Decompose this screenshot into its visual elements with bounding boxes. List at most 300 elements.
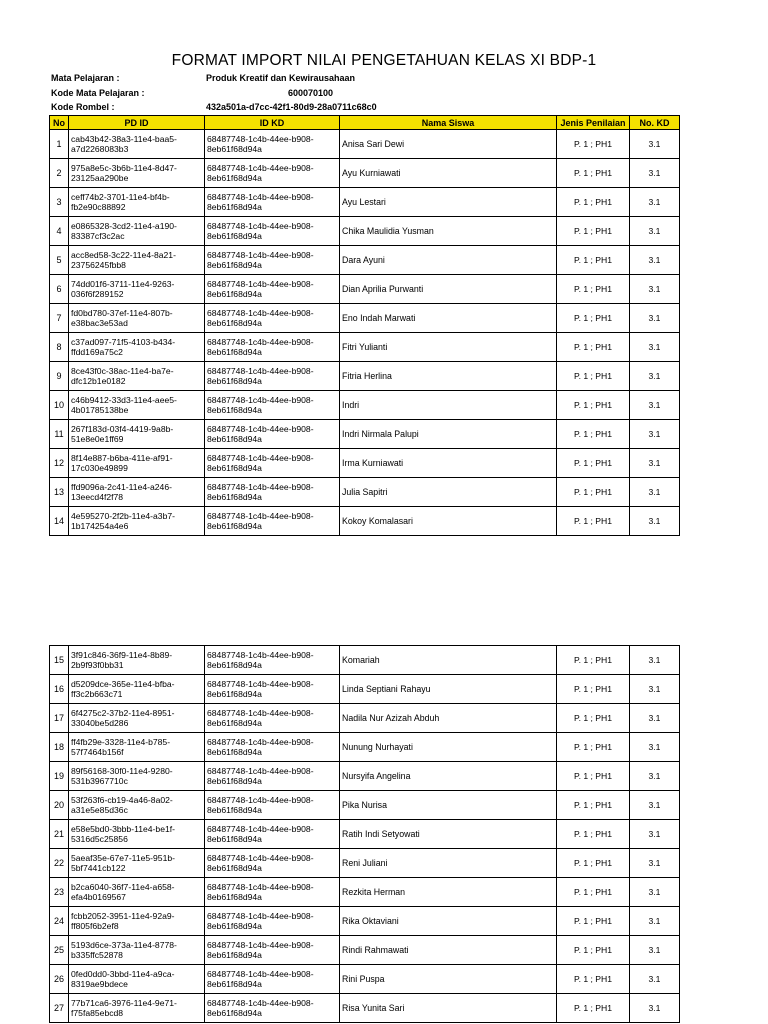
- cell-no: [50, 820, 69, 849]
- cell-id-kd: [205, 188, 340, 217]
- cell-nama-siswa: [340, 791, 557, 820]
- cell-no-kd: [630, 304, 680, 333]
- kode-rombel-label: Kode Rombel :: [51, 102, 115, 112]
- cell-jenis-penilaian: [557, 791, 630, 820]
- cell-pd-id-text: 89f56168-30f0-11e4-9280-: [71, 766, 173, 776]
- table-body-page-2: [50, 646, 680, 1023]
- cell-jenis-penilaian: [557, 965, 630, 994]
- cell-pd-id: [69, 391, 205, 420]
- cell-pd-id: [69, 217, 205, 246]
- cell-jenis-penilaian-text: P. 1 ; PH1: [573, 342, 613, 352]
- cell-nama-siswa-text: Ayu Lestari: [342, 197, 386, 207]
- cell-pd-id: [69, 159, 205, 188]
- cell-pd-id-text: 23756245fbb8: [71, 260, 126, 270]
- cell-id-kd-text: 8eb61f68d94a: [207, 834, 262, 844]
- cell-no-text: 14: [53, 516, 64, 526]
- cell-jenis-penilaian-text: P. 1 ; PH1: [573, 139, 613, 149]
- cell-pd-id-text: 2b9f93f0bb31: [71, 660, 124, 670]
- cell-pd-id: [69, 478, 205, 507]
- table-row: [50, 188, 680, 217]
- table-row: [50, 704, 680, 733]
- cell-no-kd: [630, 246, 680, 275]
- cell-no-kd-text: 3.1: [648, 516, 661, 526]
- cell-no-kd-text: 3.1: [648, 255, 661, 265]
- table-body-page-1: [50, 130, 680, 536]
- cell-jenis-penilaian: [557, 878, 630, 907]
- cell-nama-siswa-text: Rika Oktaviani: [342, 916, 399, 926]
- kode-mapel-label: Kode Mata Pelajaran :: [51, 88, 145, 98]
- cell-no-kd: [630, 333, 680, 362]
- cell-no: [50, 130, 69, 159]
- cell-nama-siswa-text: Rini Puspa: [342, 974, 385, 984]
- cell-nama-siswa: [340, 130, 557, 159]
- cell-no-text: 11: [54, 429, 64, 439]
- grade-table-page-2: [49, 645, 680, 1023]
- cell-no-text: 4: [56, 226, 62, 236]
- cell-jenis-penilaian: [557, 159, 630, 188]
- cell-id-kd-text: 8eb61f68d94a: [207, 434, 262, 444]
- cell-pd-id-text: 8ce43f0c-38ac-11e4-ba7e-: [71, 366, 174, 376]
- cell-no: [50, 333, 69, 362]
- cell-no-text: 10: [53, 400, 64, 410]
- cell-no: [50, 646, 69, 675]
- cell-pd-id: [69, 675, 205, 704]
- cell-id-kd-text: 8eb61f68d94a: [207, 173, 262, 183]
- cell-jenis-penilaian-text: P. 1 ; PH1: [573, 197, 613, 207]
- cell-id-kd: [205, 217, 340, 246]
- cell-id-kd: [205, 820, 340, 849]
- table-row: [50, 333, 680, 362]
- cell-nama-siswa: [340, 646, 557, 675]
- cell-id-kd: [205, 646, 340, 675]
- cell-id-kd-text: 68487748-1c4b-44ee-b908-: [207, 882, 314, 892]
- cell-jenis-penilaian-text: P. 1 ; PH1: [573, 516, 613, 526]
- cell-jenis-penilaian: [557, 246, 630, 275]
- cell-no-kd-text: 3.1: [648, 139, 661, 149]
- table-row: [50, 275, 680, 304]
- cell-nama-siswa: [340, 936, 557, 965]
- cell-no-kd-text: 3.1: [648, 858, 661, 868]
- cell-nama-siswa-text: Indri: [342, 400, 360, 410]
- cell-pd-id-text: 1b174254a4e6: [71, 521, 129, 531]
- cell-pd-id: [69, 420, 205, 449]
- cell-jenis-penilaian: [557, 907, 630, 936]
- cell-no-text: 16: [53, 684, 64, 694]
- cell-id-kd-text: 8eb61f68d94a: [207, 347, 262, 357]
- cell-no: [50, 849, 69, 878]
- cell-id-kd-text: 8eb61f68d94a: [207, 144, 262, 154]
- cell-pd-id-text: 13eecd4f2f78: [71, 492, 124, 502]
- table-row: [50, 130, 680, 159]
- header-no: No: [50, 116, 69, 130]
- cell-pd-id-text: 33040be5d286: [71, 718, 129, 728]
- cell-pd-id-text: e58e5bd0-3bbb-11e4-be1f-: [71, 824, 176, 834]
- cell-no-kd: [630, 159, 680, 188]
- cell-id-kd: [205, 304, 340, 333]
- cell-no: [50, 936, 69, 965]
- cell-nama-siswa: [340, 420, 557, 449]
- cell-jenis-penilaian-text: P. 1 ; PH1: [573, 255, 613, 265]
- cell-pd-id: [69, 188, 205, 217]
- cell-no-text: 8: [56, 342, 62, 352]
- cell-pd-id-text: 83387cf3c2ac: [71, 231, 125, 241]
- grade-table-page-1: [49, 115, 680, 536]
- cell-pd-id-text: dfc12b1e0182: [71, 376, 126, 386]
- cell-pd-id: [69, 849, 205, 878]
- cell-no-text: 19: [53, 771, 64, 781]
- cell-pd-id: [69, 362, 205, 391]
- cell-id-kd-text: 68487748-1c4b-44ee-b908-: [207, 395, 314, 405]
- cell-no-kd: [630, 994, 680, 1023]
- cell-jenis-penilaian-text: P. 1 ; PH1: [573, 284, 613, 294]
- cell-no-kd: [630, 275, 680, 304]
- cell-jenis-penilaian-text: P. 1 ; PH1: [573, 858, 613, 868]
- cell-pd-id: [69, 733, 205, 762]
- cell-jenis-penilaian: [557, 646, 630, 675]
- cell-id-kd: [205, 675, 340, 704]
- cell-nama-siswa-text: Pika Nurisa: [342, 800, 387, 810]
- cell-id-kd-text: 68487748-1c4b-44ee-b908-: [207, 308, 314, 318]
- cell-jenis-penilaian: [557, 704, 630, 733]
- cell-id-kd-text: 68487748-1c4b-44ee-b908-: [207, 708, 314, 718]
- cell-jenis-penilaian-text: P. 1 ; PH1: [573, 771, 613, 781]
- cell-no-kd-text: 3.1: [648, 945, 661, 955]
- cell-id-kd-text: 68487748-1c4b-44ee-b908-: [207, 737, 314, 747]
- cell-no-text: 21: [53, 829, 64, 839]
- cell-jenis-penilaian-text: P. 1 ; PH1: [573, 313, 613, 323]
- cell-id-kd: [205, 704, 340, 733]
- cell-jenis-penilaian: [557, 304, 630, 333]
- cell-id-kd-text: 68487748-1c4b-44ee-b908-: [207, 795, 314, 805]
- cell-no-kd-text: 3.1: [648, 371, 661, 381]
- cell-id-kd-text: 68487748-1c4b-44ee-b908-: [207, 134, 314, 144]
- cell-no-kd-text: 3.1: [648, 284, 661, 294]
- cell-no-text: 22: [53, 858, 64, 868]
- cell-nama-siswa-text: Chika Maulidia Yusman: [342, 226, 434, 236]
- cell-jenis-penilaian: [557, 820, 630, 849]
- cell-jenis-penilaian-text: P. 1 ; PH1: [573, 713, 613, 723]
- cell-nama-siswa-text: Fitria Herlina: [342, 371, 392, 381]
- cell-jenis-penilaian: [557, 733, 630, 762]
- cell-pd-id: [69, 936, 205, 965]
- cell-pd-id-text: 77b71ca6-3976-11e4-9e71-: [71, 998, 177, 1008]
- cell-no-kd-text: 3.1: [648, 313, 661, 323]
- cell-nama-siswa: [340, 762, 557, 791]
- cell-jenis-penilaian-text: P. 1 ; PH1: [573, 655, 613, 665]
- table-row: [50, 646, 680, 675]
- cell-id-kd-text: 8eb61f68d94a: [207, 1008, 262, 1018]
- cell-pd-id: [69, 994, 205, 1023]
- cell-no-kd: [630, 675, 680, 704]
- cell-id-kd-text: 8eb61f68d94a: [207, 863, 262, 873]
- cell-nama-siswa: [340, 849, 557, 878]
- cell-jenis-penilaian-text: P. 1 ; PH1: [573, 829, 613, 839]
- cell-no-text: 20: [53, 800, 64, 810]
- cell-pd-id: [69, 130, 205, 159]
- cell-no-text: 18: [53, 742, 64, 752]
- cell-nama-siswa-text: Fitri Yulianti: [342, 342, 388, 352]
- cell-id-kd-text: 68487748-1c4b-44ee-b908-: [207, 911, 314, 921]
- cell-pd-id-text: 5193d6ce-373a-11e4-8778-: [71, 940, 177, 950]
- cell-no-text: 9: [56, 371, 62, 381]
- cell-no-kd: [630, 646, 680, 675]
- table-row: [50, 217, 680, 246]
- cell-nama-siswa-text: Rezkita Herman: [342, 887, 406, 897]
- cell-no-text: 3: [56, 197, 62, 207]
- cell-pd-id: [69, 507, 205, 536]
- kode-mapel-value: 600070100: [288, 88, 334, 98]
- cell-id-kd: [205, 246, 340, 275]
- cell-id-kd-text: 68487748-1c4b-44ee-b908-: [207, 482, 314, 492]
- cell-nama-siswa: [340, 733, 557, 762]
- cell-pd-id: [69, 965, 205, 994]
- cell-no-kd: [630, 420, 680, 449]
- cell-pd-id-text: 8319ae9bdece: [71, 979, 128, 989]
- cell-no-text: 12: [53, 458, 64, 468]
- header-id-kd: ID KD: [205, 116, 340, 130]
- table-row: [50, 478, 680, 507]
- cell-pd-id: [69, 304, 205, 333]
- cell-no: [50, 675, 69, 704]
- cell-pd-id-text: 8f14e887-b6ba-411e-af91-: [71, 453, 173, 463]
- header-pd-id: PD ID: [69, 116, 205, 130]
- cell-id-kd-text: 68487748-1c4b-44ee-b908-: [207, 853, 314, 863]
- cell-nama-siswa: [340, 878, 557, 907]
- cell-nama-siswa-text: Reni Juliani: [342, 858, 388, 868]
- cell-jenis-penilaian-text: P. 1 ; PH1: [573, 371, 613, 381]
- cell-pd-id-text: 74dd01f6-3711-11e4-9263-: [71, 279, 175, 289]
- cell-no: [50, 188, 69, 217]
- cell-no-text: 27: [53, 1003, 64, 1013]
- cell-pd-id: [69, 704, 205, 733]
- cell-no-kd-text: 3.1: [648, 458, 661, 468]
- cell-id-kd-text: 8eb61f68d94a: [207, 805, 262, 815]
- table-row: [50, 965, 680, 994]
- cell-pd-id: [69, 333, 205, 362]
- cell-no: [50, 391, 69, 420]
- cell-no-kd-text: 3.1: [648, 800, 661, 810]
- cell-nama-siswa-text: Eno Indah Marwati: [342, 313, 416, 323]
- cell-no-kd-text: 3.1: [648, 974, 661, 984]
- cell-nama-siswa-text: Kokoy Komalasari: [342, 516, 413, 526]
- cell-id-kd: [205, 936, 340, 965]
- cell-nama-siswa-text: Julia Sapitri: [342, 487, 388, 497]
- cell-no-kd-text: 3.1: [648, 342, 661, 352]
- cell-pd-id-text: e38bac3e53ad: [71, 318, 128, 328]
- cell-id-kd-text: 8eb61f68d94a: [207, 202, 262, 212]
- cell-nama-siswa-text: Rindi Rahmawati: [342, 945, 409, 955]
- cell-id-kd-text: 68487748-1c4b-44ee-b908-: [207, 453, 314, 463]
- cell-no-kd: [630, 849, 680, 878]
- table-row: [50, 246, 680, 275]
- cell-id-kd: [205, 762, 340, 791]
- cell-id-kd: [205, 849, 340, 878]
- cell-id-kd-text: 8eb61f68d94a: [207, 289, 262, 299]
- cell-id-kd: [205, 159, 340, 188]
- table-row: [50, 849, 680, 878]
- table-row: [50, 733, 680, 762]
- cell-id-kd-text: 8eb61f68d94a: [207, 747, 262, 757]
- cell-id-kd: [205, 391, 340, 420]
- cell-id-kd: [205, 420, 340, 449]
- cell-no: [50, 704, 69, 733]
- cell-pd-id: [69, 907, 205, 936]
- cell-jenis-penilaian: [557, 936, 630, 965]
- cell-id-kd-text: 68487748-1c4b-44ee-b908-: [207, 969, 314, 979]
- cell-no-kd-text: 3.1: [648, 226, 661, 236]
- cell-no-kd-text: 3.1: [648, 742, 661, 752]
- cell-pd-id-text: 51e8e0e1ff69: [71, 434, 124, 444]
- cell-no-kd-text: 3.1: [648, 684, 661, 694]
- cell-pd-id: [69, 878, 205, 907]
- cell-pd-id-text: ffdd169a75c2: [71, 347, 123, 357]
- cell-id-kd-text: 68487748-1c4b-44ee-b908-: [207, 337, 314, 347]
- cell-id-kd-text: 8eb61f68d94a: [207, 405, 262, 415]
- cell-id-kd: [205, 130, 340, 159]
- cell-id-kd: [205, 878, 340, 907]
- cell-no-kd: [630, 217, 680, 246]
- mapel-value: Produk Kreatif dan Kewirausahaan: [206, 73, 356, 83]
- cell-id-kd-text: 68487748-1c4b-44ee-b908-: [207, 424, 314, 434]
- cell-no: [50, 304, 69, 333]
- cell-pd-id-text: fb2e90c88892: [71, 202, 126, 212]
- cell-nama-siswa: [340, 391, 557, 420]
- cell-pd-id-text: 0fed0dd0-3bbd-11e4-a9ca-: [71, 969, 175, 979]
- cell-id-kd-text: 68487748-1c4b-44ee-b908-: [207, 511, 314, 521]
- cell-pd-id-text: fd0bd780-37ef-11e4-807b-: [71, 308, 173, 318]
- cell-id-kd-text: 8eb61f68d94a: [207, 718, 262, 728]
- cell-pd-id: [69, 646, 205, 675]
- cell-nama-siswa: [340, 449, 557, 478]
- cell-nama-siswa-text: Ayu Kurniawati: [342, 168, 401, 178]
- cell-nama-siswa-text: Nunung Nurhayati: [342, 742, 413, 752]
- cell-no-kd: [630, 733, 680, 762]
- cell-no-kd-text: 3.1: [648, 771, 661, 781]
- cell-id-kd: [205, 275, 340, 304]
- cell-id-kd: [205, 791, 340, 820]
- cell-jenis-penilaian: [557, 449, 630, 478]
- cell-jenis-penilaian: [557, 478, 630, 507]
- cell-no-kd-text: 3.1: [648, 429, 661, 439]
- cell-nama-siswa-text: Irma Kurniawati: [342, 458, 404, 468]
- cell-id-kd-text: 8eb61f68d94a: [207, 463, 262, 473]
- cell-id-kd-text: 68487748-1c4b-44ee-b908-: [207, 824, 314, 834]
- cell-nama-siswa-text: Ratih Indi Setyowati: [342, 829, 420, 839]
- cell-no-kd-text: 3.1: [648, 197, 661, 207]
- cell-pd-id-text: ff4fb29e-3328-11e4-b785-: [71, 737, 171, 747]
- cell-id-kd-text: 68487748-1c4b-44ee-b908-: [207, 163, 314, 173]
- page-title: FORMAT IMPORT NILAI PENGETAHUAN KELAS XI BDP-1: [171, 52, 597, 69]
- cell-no-kd: [630, 449, 680, 478]
- cell-no: [50, 762, 69, 791]
- table-row: [50, 820, 680, 849]
- cell-nama-siswa: [340, 907, 557, 936]
- cell-pd-id-text: cab43b42-38a3-11e4-baa5-: [71, 134, 177, 144]
- table-header-row: [50, 116, 680, 130]
- cell-nama-siswa: [340, 965, 557, 994]
- cell-no-kd: [630, 907, 680, 936]
- cell-id-kd-text: 68487748-1c4b-44ee-b908-: [207, 366, 314, 376]
- cell-pd-id-text: 23125aa290be: [71, 173, 129, 183]
- table-row: [50, 391, 680, 420]
- table-row: [50, 878, 680, 907]
- cell-nama-siswa-text: Linda Septiani Rahayu: [342, 684, 431, 694]
- cell-id-kd: [205, 333, 340, 362]
- cell-jenis-penilaian: [557, 849, 630, 878]
- cell-pd-id-text: a7d2268083b3: [71, 144, 129, 154]
- cell-pd-id-text: 3f91c846-36f9-11e4-8b89-: [71, 650, 173, 660]
- cell-nama-siswa: [340, 333, 557, 362]
- cell-pd-id-text: 6f4275c2-37b2-11e4-8951-: [71, 708, 175, 718]
- cell-no-text: 17: [53, 713, 64, 723]
- cell-jenis-penilaian-text: P. 1 ; PH1: [573, 1003, 613, 1013]
- cell-nama-siswa: [340, 275, 557, 304]
- cell-nama-siswa: [340, 217, 557, 246]
- cell-jenis-penilaian-text: P. 1 ; PH1: [573, 226, 613, 236]
- cell-pd-id-text: d5209dce-365e-11e4-bfba-: [71, 679, 175, 689]
- cell-id-kd-text: 8eb61f68d94a: [207, 231, 262, 241]
- cell-no-kd-text: 3.1: [648, 487, 661, 497]
- cell-nama-siswa: [340, 675, 557, 704]
- cell-no-kd: [630, 704, 680, 733]
- cell-no: [50, 275, 69, 304]
- cell-pd-id-text: c37ad097-71f5-4103-b434-: [71, 337, 176, 347]
- cell-nama-siswa-text: Anisa Sari Dewi: [342, 139, 405, 149]
- cell-jenis-penilaian-text: P. 1 ; PH1: [573, 429, 613, 439]
- cell-no-kd: [630, 936, 680, 965]
- cell-no: [50, 246, 69, 275]
- cell-pd-id-text: f75fa85ebcd8: [71, 1008, 124, 1018]
- cell-id-kd-text: 8eb61f68d94a: [207, 376, 262, 386]
- cell-nama-siswa: [340, 478, 557, 507]
- cell-id-kd-text: 8eb61f68d94a: [207, 689, 262, 699]
- cell-no: [50, 159, 69, 188]
- cell-pd-id-text: fcbb2052-3951-11e4-92a9-: [71, 911, 175, 921]
- cell-no: [50, 965, 69, 994]
- cell-no-text: 13: [53, 487, 64, 497]
- table-row: [50, 159, 680, 188]
- cell-id-kd: [205, 965, 340, 994]
- cell-nama-siswa-text: Indri Nirmala Palupi: [342, 429, 419, 439]
- cell-no-kd-text: 3.1: [648, 655, 661, 665]
- cell-pd-id-text: 5aeaf35e-67e7-11e5-951b-: [71, 853, 176, 863]
- table-row: [50, 907, 680, 936]
- cell-id-kd: [205, 907, 340, 936]
- cell-no-kd-text: 3.1: [648, 1003, 661, 1013]
- cell-no-text: 7: [56, 313, 62, 323]
- cell-jenis-penilaian-text: P. 1 ; PH1: [573, 945, 613, 955]
- cell-id-kd-text: 68487748-1c4b-44ee-b908-: [207, 998, 314, 1008]
- cell-nama-siswa: [340, 246, 557, 275]
- cell-nama-siswa-text: Dian Aprilia Purwanti: [342, 284, 424, 294]
- cell-no-text: 26: [53, 974, 64, 984]
- cell-id-kd-text: 68487748-1c4b-44ee-b908-: [207, 940, 314, 950]
- cell-no-kd: [630, 130, 680, 159]
- cell-pd-id-text: 4b01785138be: [71, 405, 129, 415]
- cell-jenis-penilaian-text: P. 1 ; PH1: [573, 800, 613, 810]
- cell-id-kd: [205, 449, 340, 478]
- cell-pd-id-text: 531b3967710c: [71, 776, 128, 786]
- cell-pd-id-text: acc8ed58-3c22-11e4-8a21-: [71, 250, 176, 260]
- cell-no-kd: [630, 478, 680, 507]
- cell-id-kd-text: 68487748-1c4b-44ee-b908-: [207, 650, 314, 660]
- cell-pd-id-text: 5bf7441cb122: [71, 863, 126, 873]
- cell-id-kd-text: 8eb61f68d94a: [207, 950, 262, 960]
- cell-nama-siswa-text: Risa Yunita Sari: [342, 1003, 405, 1013]
- cell-id-kd-text: 68487748-1c4b-44ee-b908-: [207, 279, 314, 289]
- cell-id-kd-text: 8eb61f68d94a: [207, 660, 262, 670]
- cell-pd-id-text: 975a8e5c-3b6b-11e4-8d47-: [71, 163, 177, 173]
